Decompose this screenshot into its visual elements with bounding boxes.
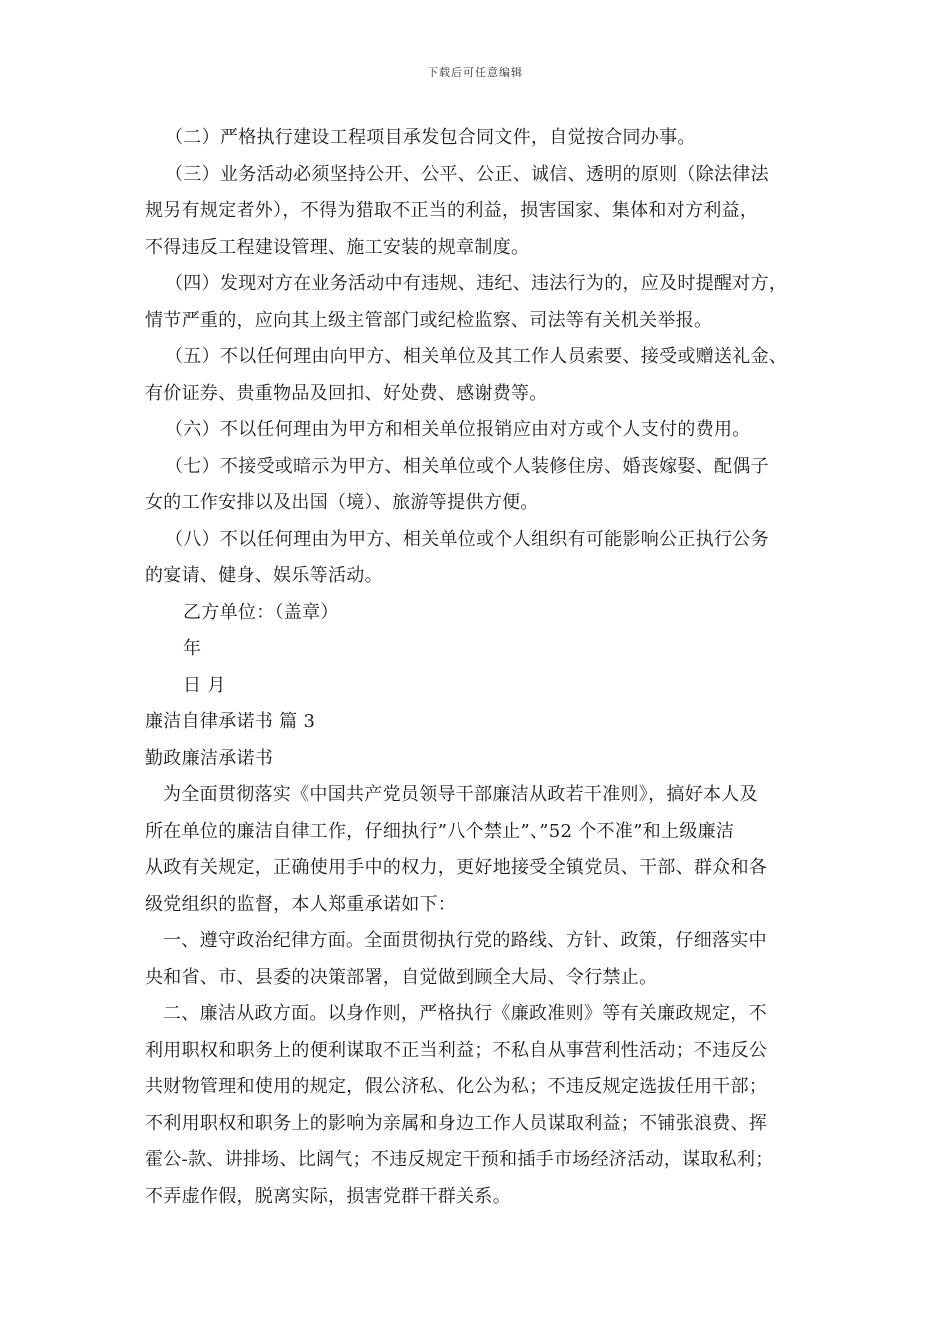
paragraph-line: 从政有关规定，正确使用手中的权力，更好地接受全镇党员、干部、群众和各 bbox=[145, 857, 768, 878]
paragraph-line: 有价证券、贵重物品及回扣、好处费、感谢费等。 bbox=[145, 382, 548, 404]
document-title: 勤政廉洁承诺书 bbox=[145, 747, 274, 769]
paragraph-line: 利用职权和职务上的便利谋取不正当利益；不私自从事营利性活动；不违反公 bbox=[145, 1039, 768, 1061]
date-year-line: 年 bbox=[183, 638, 202, 659]
date-day-month-line: 日 月 bbox=[183, 674, 226, 696]
paragraph-line: （八）不以任何理由为甲方、相关单位或个人组织有可能影响公正执行公务 bbox=[165, 528, 769, 550]
paragraph-line: （二）严格执行建设工程项目承发包合同文件，自觉按合同办事。 bbox=[165, 127, 696, 148]
paragraph-line: 所在单位的廉洁自律工作，仔细执行”八个禁止”、”52 个不准”和上级廉洁 bbox=[145, 820, 735, 842]
paragraph-line: （五）不以任何理由向甲方、相关单位及其工作人员索要、接受或赠送礼金、 bbox=[165, 346, 788, 367]
section-title: 廉洁自律承诺书 篇 3 bbox=[145, 711, 316, 732]
paragraph-line: （六）不以任何理由为甲方和相关单位报销应由对方或个人支付的费用。 bbox=[165, 419, 751, 440]
paragraph-line: 为全面贯彻落实《中国共产党员领导干部廉洁从政若干准则》，搞好本人及 bbox=[163, 784, 758, 805]
paragraph-line: 霍公-款、讲排场、比阔气；不违反规定干预和插手市场经济活动，谋取私利； bbox=[145, 1149, 774, 1170]
signature-line: 乙方单位：（盖章） bbox=[183, 601, 339, 623]
paragraph-line: 规另有规定者外），不得为猎取不正当的利益，损害国家、集体和对方利益， bbox=[145, 200, 759, 221]
page-header: 下载后可任意编辑 bbox=[427, 66, 523, 79]
paragraph-line: 央和省、市、县委的决策部署，自觉做到顾全大局、令行禁止。 bbox=[145, 966, 658, 988]
paragraph-line: 的宴请、健身、娱乐等活动。 bbox=[145, 565, 383, 586]
paragraph-line: 女的工作安排以及出国（境）、旅游等提供方便。 bbox=[145, 492, 539, 513]
paragraph-line: （七）不接受或暗示为甲方、相关单位或个人装修住房、婚丧嫁娶、配偶子 bbox=[165, 455, 769, 477]
paragraph-line: 不利用职权和职务上的影响为亲属和身边工作人员谋取利益；不铺张浪费、挥 bbox=[145, 1112, 768, 1134]
paragraph-line: （三）业务活动必须坚持公开、公平、公正、诚信、透明的原则（除法律法 bbox=[165, 163, 769, 185]
paragraph-line: 情节严重的，应向其上级主管部门或纪检监察、司法等有关机关举报。 bbox=[145, 309, 713, 331]
paragraph-line: 不弄虚作假，脱离实际，损害党群干群关系。 bbox=[145, 1185, 511, 1207]
paragraph-line: 级党组织的监督，本人郑重承诺如下： bbox=[145, 893, 457, 915]
paragraph-line: 一、遵守政治纪律方面。全面贯彻执行党的路线、方针、政策，仔细落实中 bbox=[163, 930, 767, 951]
paragraph-line: 共财物管理和使用的规定，假公济私、化公为私；不违反规定选拔任用干部； bbox=[145, 1076, 768, 1097]
paragraph-line: 二、廉洁从政方面。以身作则，严格执行《廉政准则》等有关廉政规定，不 bbox=[163, 1003, 767, 1024]
document-body bbox=[145, 120, 825, 1215]
paragraph-line: 不得违反工程建设管理、施工安装的规章制度。 bbox=[145, 236, 530, 258]
paragraph-line: （四）发现对方在业务活动中有违规、违纪、违法行为的，应及时提醒对方， bbox=[165, 273, 788, 294]
